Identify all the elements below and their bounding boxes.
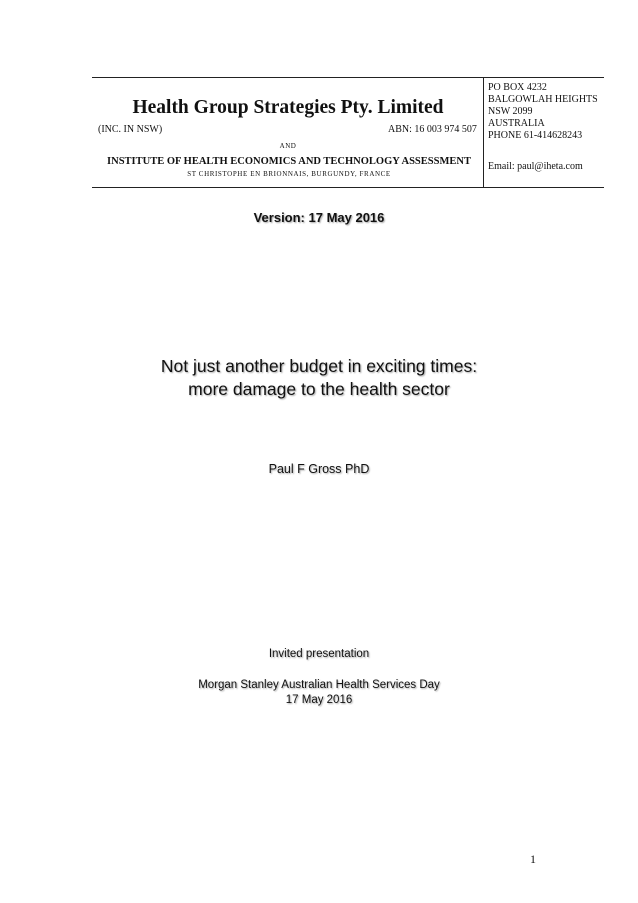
incorporation-note: (INC. IN NSW) xyxy=(98,124,163,135)
institute-address: ST CHRISTOPHE EN BRIONNAIS, BURGUNDY, FRANCE xyxy=(187,170,391,178)
state-postcode: NSW 2099 xyxy=(488,106,533,117)
title-line-1: Not just another budget in exciting times: xyxy=(160,356,478,376)
event-date: 17 May 2016 xyxy=(285,694,353,706)
presentation-type: Invited presentation xyxy=(268,648,370,660)
country: AUSTRALIA xyxy=(488,118,545,129)
letterhead-top-rule xyxy=(92,77,604,78)
institute-name: INSTITUTE OF HEALTH ECONOMICS AND TECHNOLOGY ASSESSMENT xyxy=(107,156,471,167)
document-title xyxy=(0,355,638,401)
po-box: PO BOX 4232 xyxy=(488,82,547,93)
event-details xyxy=(0,678,638,708)
title-line-2: more damage to the health sector xyxy=(188,379,450,399)
event-name: Morgan Stanley Australian Health Services Day xyxy=(198,679,440,691)
abn-number: ABN: 16 003 974 507 xyxy=(388,124,477,135)
conjunction-and: AND xyxy=(279,142,297,150)
contact-address-block xyxy=(488,82,598,142)
document-version: Version: 17 May 2016 xyxy=(253,210,385,225)
suburb: BALGOWLAH HEIGHTS xyxy=(488,94,598,105)
phone-number: PHONE 61-414628243 xyxy=(488,130,583,141)
letterhead-bottom-rule xyxy=(92,187,604,188)
page-number: 1 xyxy=(530,852,536,866)
email-address: Email: paul@iheta.com xyxy=(488,161,583,172)
company-name: Health Group Strategies Pty. Limited xyxy=(132,97,444,118)
author-name: Paul F Gross PhD xyxy=(268,462,370,476)
